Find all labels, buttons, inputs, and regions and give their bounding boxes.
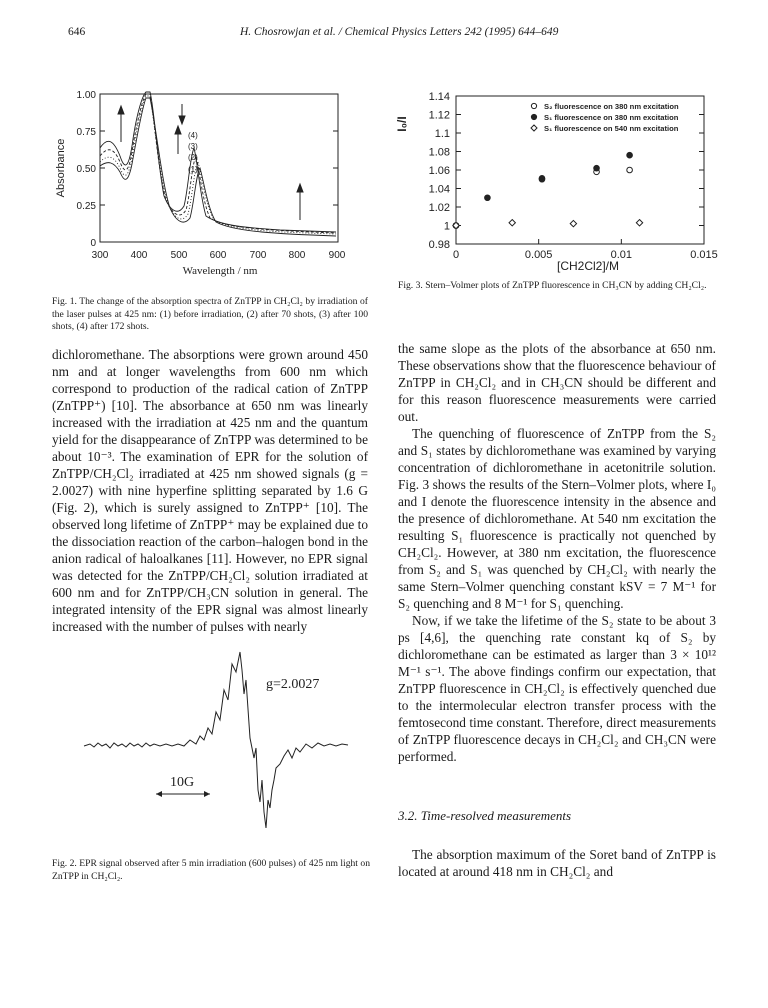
fig1-xlabel: Wavelength / nm xyxy=(182,265,258,277)
fig3-point xyxy=(570,220,576,226)
fig3-point xyxy=(636,220,642,226)
running-title: H. Chosrowjan et al. / Chemical Physics Letters 242 (1995) 644–649 xyxy=(240,26,559,38)
filled-circle-marker-icon xyxy=(531,114,536,119)
fig1-legend-item: (1) xyxy=(188,165,198,174)
fig1-ytick-label: 0.50 xyxy=(76,164,96,175)
fig3-point xyxy=(509,220,515,226)
fig1-ytick-label: 0.75 xyxy=(76,127,96,138)
fig1-ytick-label: 0 xyxy=(90,238,96,249)
fig3-xtick-label: 0 xyxy=(452,249,460,261)
fig3-legend-label: S₂ fluorescence on 380 nm excitation xyxy=(544,102,679,111)
fig3-ytick-label: 1.12 xyxy=(428,109,450,122)
fig1-arrows xyxy=(118,104,303,220)
fig3-ytick-label: 1.02 xyxy=(428,202,450,214)
fig3-ytick-label: 1.06 xyxy=(428,165,450,177)
fig3-ylabel: I₀/I xyxy=(395,116,409,132)
left-arrowhead-icon xyxy=(156,791,162,797)
fig1-xtick-label: 500 xyxy=(170,250,188,261)
fig1-ylabel: Absorbance xyxy=(55,138,67,198)
fig3-point xyxy=(627,152,633,158)
fig3-legend-label: S₁ fluorescence on 540 nm excitation xyxy=(544,124,679,133)
fig1-xtick-label: 900 xyxy=(328,250,346,261)
fig3-point xyxy=(539,176,545,182)
fig1-spectrum-curves xyxy=(100,92,336,236)
fig3-xtick-label: 0.01 xyxy=(610,249,633,261)
left-column-text xyxy=(52,346,368,635)
paragraph: dichloromethane. The absorptions were grown around 450 nm and at longer wavelengths from 600 nm which correspond to production of the radical cation of ZnTPP (ZnTPP⁺) [10]. The absorbance at 650 nm was linearly increased with the irradiation at 425 nm and the quantum yield for the disappearance of ZnTPP was determined to be about 10⁻³. The examination of EPR for the solution of ZnTPP/CH₂Cl₂ irradiated at 425 nm showed signals (g = 2.0027) with nine hyperfine splitting separated by 1.6 G (Fig. 2), which is surely assigned to ZnTPP⁺ [10]. The observed long lifetime of ZnTPP⁺ may be explained due to the dissociation reaction of the carbon–halogen bond in the anion radical of haloalkanes [11]. However, no EPR signal was detected for the ZnTPP/CH₂Cl₂ solution irradiated at 600 nm and for ZnTPP/CH₃CN solution in general. The integrated intensity of the EPR signal was almost linearly increased with the number of pulses with nearly xyxy=(52,347,368,634)
fig3-xtick-label: 0.015 xyxy=(690,249,718,261)
fig3-ytick-label: 0.98 xyxy=(428,239,450,251)
fig2-epr-signal xyxy=(60,640,360,840)
fig1-frame xyxy=(100,94,338,242)
fig1-legend-item: (4) xyxy=(188,131,198,140)
fig3-stern-volmer-chart xyxy=(388,84,718,276)
right-column-text xyxy=(398,340,716,765)
open-circle-marker-icon xyxy=(531,103,536,108)
fig2-g-label: g=2.0027 xyxy=(266,677,320,692)
paragraph: The absorption maximum of the Soret band of ZnTPP is located at around 418 nm in CH₂Cl₂ and xyxy=(398,847,716,879)
fig3-xtick-label: 0.005 xyxy=(524,249,553,261)
fig3-ytick-label: 1 xyxy=(443,220,450,233)
fig1-xtick-label: 600 xyxy=(209,250,227,261)
fig1-xtick-label: 700 xyxy=(249,250,267,261)
fig3-legend xyxy=(531,102,679,133)
fig1-legend-item: (2) xyxy=(188,153,198,162)
right-arrowhead-icon xyxy=(204,791,210,797)
fig3-ytick-label: 1.04 xyxy=(428,183,450,196)
fig1-ytick-label: 0.25 xyxy=(76,201,96,212)
fig3-ytick-label: 1.08 xyxy=(428,146,450,159)
fig3-point xyxy=(594,165,600,171)
page-number: 646 xyxy=(68,26,86,38)
open-diamond-marker-icon xyxy=(531,125,537,131)
fig3-legend-label: S₁ fluorescence on 380 nm excitation xyxy=(544,113,679,122)
paragraph: The quenching of fluorescence of ZnTPP from the S₂ and S₁ states by dichloromethane was examined by varying concentration of dichloromethane in acetonitrile solution. Fig. 3 shows the results of the Stern–Volmer plots, where I₀ and I denote the fluorescence intensity in the absence and the presence of dichloromethane. At 540 nm excitation the resulting S₁ fluorescence is practically not quenched by CH₂Cl₂. However, at 380 nm excitation, the fluorescence from S₂ and S₁ was quenched by CH₂Cl₂ with nearly the same Stern–Volmer quenching constant kSV = 7 M⁻¹ for S₂ quenching and 8 M⁻¹ for S₁ quenching. xyxy=(398,426,716,611)
fig2-scale-label: 10G xyxy=(169,775,195,790)
page-header xyxy=(52,26,692,42)
fig3-ytick-label: 1.14 xyxy=(428,91,450,103)
fig2-caption: Fig. 2. EPR signal observed after 5 min irradiation (600 pulses) of 425 nm light on ZnTPP in CH₂Cl₂. xyxy=(52,858,370,882)
fig1-xtick-label: 400 xyxy=(130,250,148,261)
fig3-data-points xyxy=(453,152,643,228)
fig3-caption: Fig. 3. Stern–Volmer plots of ZnTPP fluorescence in CH₃CN by adding CH₂Cl₂. xyxy=(398,280,707,291)
section-heading: 3.2. Time-resolved measurements xyxy=(398,808,572,823)
fig1-caption: Fig. 1. The change of the absorption spectra of ZnTPP in CH₂Cl₂ by irradiation of the laser pulses at 425 nm: (1) before irradiation, (2) after 70 shots, (3) after 100 shots, (4) after 172 shots. xyxy=(52,296,368,332)
fig1-xtick-label: 800 xyxy=(288,250,306,261)
right-column-text-bottom xyxy=(398,846,716,880)
fig1-legend-item: (3) xyxy=(188,142,198,151)
fig1-xtick-label: 300 xyxy=(91,250,109,261)
fig1-ytick-label: 1.00 xyxy=(76,90,96,101)
fig3-ytick-label: 1.1 xyxy=(434,128,450,140)
fig3-point xyxy=(485,195,491,201)
fig1-absorption-chart xyxy=(50,86,370,290)
paragraph: the same slope as the plots of the absorbance at 650 nm. These observations show that the fluorescence behaviour of ZnTPP in CH₂Cl₂ and in CH₃CN should be different and for this reason fluorescence measurements were carried out. xyxy=(398,341,716,424)
paragraph: Now, if we take the lifetime of the S₂ state to be about 3 ps [4,6], the quenching rate constant kq of S₂ by dichloromethane can be estimated as larger than 3 × 10¹² M⁻¹ s⁻¹. The above findings confirm our expectation, that ZnTPP fluorescence in CH₂Cl₂ is effectively quenched due to the intermolecular electron transfer process with the femtosecond time constant. Therefore, direct measurements of ZnTPP fluorescence decays in CH₂Cl₂ and CH₃CN were performed. xyxy=(398,613,716,764)
fig3-point xyxy=(627,167,633,173)
fig3-ytick-labels xyxy=(429,91,450,251)
fig3-xlabel: [CH2Cl2]/M xyxy=(556,259,620,273)
